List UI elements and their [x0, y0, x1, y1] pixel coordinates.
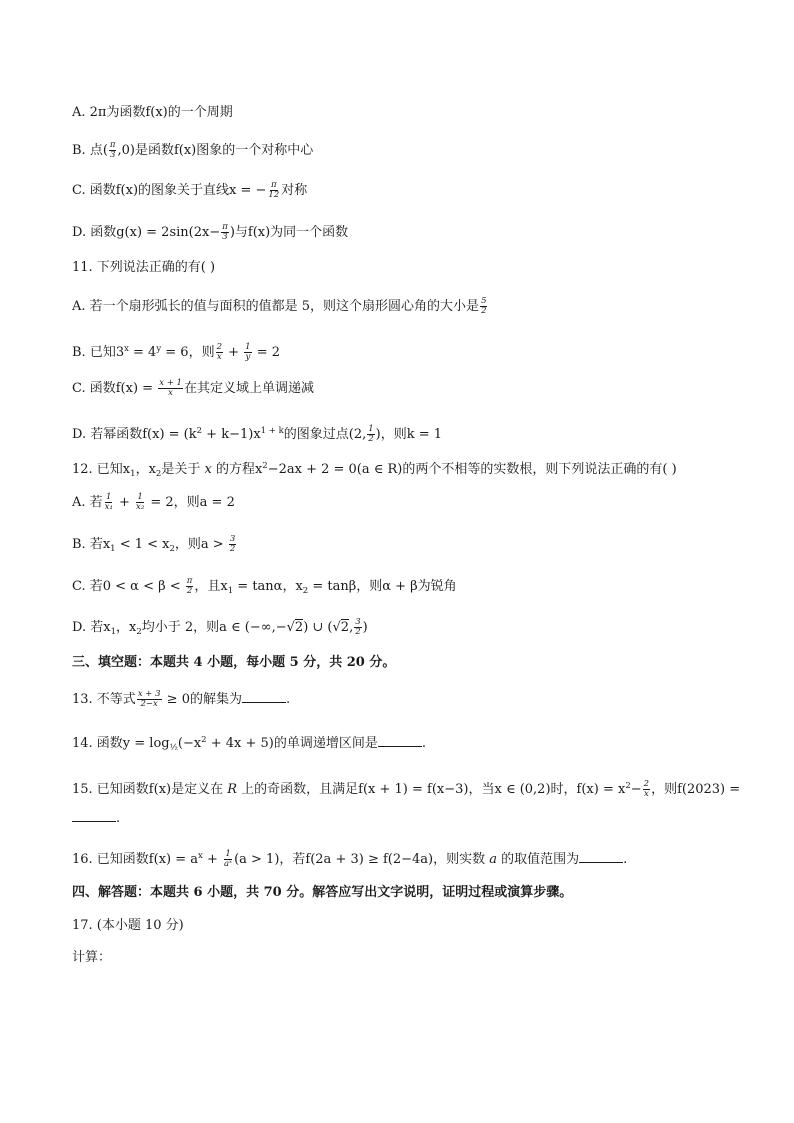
q10-d-pre: D. 函数g(x) = 2sin(2x−: [72, 225, 221, 240]
q16-answer-blank[interactable]: [579, 850, 623, 863]
q12-a-post: = 2，则a = 2: [146, 495, 235, 510]
q14-end: .: [421, 736, 426, 751]
q11-c-den: x: [168, 388, 173, 398]
q12-d-rad2: 2: [340, 620, 350, 635]
q11-d-fraction: [367, 425, 374, 444]
q12-option-c: [72, 577, 457, 601]
q12-c-fraction: [186, 577, 194, 596]
q12-c-post: = tanβ，则α + β为锐角: [308, 579, 457, 594]
q11-option-c: [72, 379, 314, 399]
q15-answer-blank[interactable]: [72, 809, 116, 822]
q11-b-pre: B. 已知3: [72, 345, 125, 360]
q12-stem-x: x: [204, 462, 212, 477]
q13-num: x + 3: [137, 689, 161, 699]
q16-fraction: [223, 850, 233, 869]
q11-b-plus: +: [224, 345, 244, 360]
q15-den: x: [643, 789, 649, 799]
q11-d-mid2: 的图象过点(2,: [283, 427, 367, 442]
q11-b-den1: x: [216, 352, 222, 362]
q10-b-num: π: [109, 140, 116, 150]
q11-d-sup2: 1 + k: [260, 426, 284, 436]
q12-a-den1: x₁: [104, 502, 113, 512]
q16-num: 1: [225, 849, 231, 859]
q12-c-pre: C. 若0 < α < β <: [72, 579, 185, 594]
q12-c-s2: 2: [302, 586, 309, 596]
q12-b-s2: 2: [169, 544, 175, 554]
q12-stem-b: 是关于: [161, 462, 205, 477]
q12-b-num: 3: [229, 534, 236, 544]
q11-option-b: [72, 339, 280, 363]
q16-end: .: [623, 852, 628, 867]
q14-answer-blank[interactable]: [378, 734, 422, 747]
q11-b-post: = 2: [252, 345, 281, 360]
q16-plus: +: [202, 852, 222, 867]
q13-pre: 13. 不等式: [72, 692, 136, 707]
q12-a-num1: 1: [106, 492, 112, 502]
q12-stem-d: −2ax + 2 = 0(a ∈ R)的两个不相等的实数根，则下列说法正确的有( ): [267, 462, 677, 477]
section-4-text: 四、解答题：本题共 6 小题，共 70 分。解答应写出文字说明，证明过程或演算步骤。: [72, 885, 573, 900]
q14-post2: + 4x + 5)的单调递增区间是: [206, 736, 378, 751]
q12-d-fraction: [354, 618, 361, 637]
q11-c-pre: C. 函数f(x) =: [72, 381, 158, 396]
q11-b-mid2: = 6，则: [161, 345, 215, 360]
q12-d-den: 2: [355, 627, 361, 637]
q11-b-num1: 2: [216, 342, 222, 352]
q12-c-num: π: [186, 576, 193, 586]
q10-b-den: 3: [109, 150, 116, 160]
q12-d-s2: 2: [136, 627, 142, 637]
q11-b-sup1: x: [124, 344, 129, 354]
q11-d-post: )，则k = 1: [375, 427, 443, 442]
q10-c-fraction: [267, 181, 280, 200]
q12-d-mid: ，x: [115, 620, 137, 635]
q17-title-text: 17. (本小题 10 分): [72, 918, 184, 933]
q12-a-fraction1: [104, 493, 114, 512]
q16-post: (a > 1)，若f(2a + 3) ≥ f(2−4a)，则实数: [234, 852, 490, 867]
q10-b-fraction: [109, 141, 117, 160]
q11-b-den2: y: [245, 352, 251, 362]
q13: [72, 690, 290, 710]
q10-d-post: )与f(x)为同一个函数: [229, 225, 349, 240]
q14-sup: 2: [201, 735, 207, 745]
q11-d-sup1: 2: [196, 426, 203, 436]
q12-c-mid2: = tanα，x: [233, 579, 303, 594]
q12-b-pre: B. 若x: [72, 537, 111, 552]
q13-end: .: [285, 692, 291, 707]
q13-answer-blank[interactable]: [242, 690, 286, 703]
q12-d-pre: D. 若x: [72, 620, 111, 635]
q12-a-den2: x₂: [136, 502, 145, 512]
q14-base: ½: [169, 743, 178, 753]
q17-calc-text: 计算：: [72, 950, 112, 965]
q12-b-s1: 1: [110, 544, 116, 554]
q12-c-mid: ，且x: [194, 579, 228, 594]
q10-d-den: 3: [222, 232, 228, 242]
q10-b-pre: B. 点(: [72, 143, 108, 158]
q12-stem-c: 的方程x: [211, 462, 263, 477]
q12-d-post: ): [362, 620, 368, 635]
q15-end: .: [116, 811, 121, 826]
q11-a-num: 5: [481, 296, 487, 306]
q10-option-b: [72, 141, 313, 161]
q17-calc-label: [72, 948, 111, 968]
q16-den: aˣ: [223, 859, 233, 869]
q12-a-num2: 1: [137, 492, 143, 502]
q17-title: [72, 916, 184, 936]
q12-stem-pre: 12. 已知x: [72, 462, 131, 477]
q12-stem: [72, 456, 677, 484]
q10-c-den: 12: [268, 190, 280, 200]
q11-b-num2: 1: [245, 342, 251, 352]
q11-d-num: 1: [368, 424, 374, 434]
q10-c-pre: C. 函数f(x)的图象关于直线x = −: [72, 183, 267, 198]
q12-b-mid2: ，则a >: [174, 537, 228, 552]
q12-stem-a: ，x: [135, 462, 156, 477]
q12-stem-s1: 1: [130, 469, 136, 479]
q16-sup: x: [198, 851, 203, 861]
q12-d-mid2: 均小于 2，则a ∈ (−∞,−√: [141, 620, 295, 635]
q11-b-fraction2: [244, 343, 251, 362]
q12-c-s1: 1: [227, 586, 234, 596]
q11-a-fraction: [480, 297, 487, 316]
q16-pre: 16. 已知函数f(x) = a: [72, 852, 199, 867]
q11-stem-text: 11. 下列说法正确的有( ): [72, 260, 216, 275]
q10-option-c: [72, 181, 307, 201]
q16: [72, 846, 627, 870]
q11-c-post: 在其定义域上单调递减: [183, 381, 314, 396]
q15-post: ，则f(2023) =: [651, 782, 741, 797]
q15: [72, 776, 740, 800]
q11-b-sup2: y: [156, 344, 162, 354]
q11-b-mid: = 4: [128, 345, 157, 360]
q15-num: 2: [643, 779, 650, 789]
q15-minus: −: [630, 782, 642, 797]
q12-option-d: [72, 618, 368, 642]
q10-c-post: 对称: [281, 183, 308, 198]
q11-option-a: [72, 297, 488, 317]
q13-fraction: [137, 690, 162, 709]
q15-answer-line: [72, 809, 120, 829]
q15-fraction: [643, 780, 650, 799]
q11-option-d: [72, 421, 442, 445]
q10-d-fraction: [221, 223, 229, 242]
q16-post2: 的取值范围为: [497, 852, 580, 867]
q11-a-pre: A. 若一个扇形弧长的值与面积的值都是 5，则这个扇形圆心角的大小是: [72, 299, 480, 314]
q12-c-den: 2: [186, 586, 193, 596]
section-4-heading: [72, 883, 572, 903]
q12-d-mid3: ) ∪ (√: [303, 620, 341, 635]
section-3-heading: [72, 653, 395, 673]
q12-d-num: 3: [355, 617, 361, 627]
q14: [72, 730, 426, 758]
q10-c-num: π: [271, 180, 277, 190]
q12-d-rad1: 2: [294, 620, 304, 635]
q12-a-fraction2: [135, 493, 145, 512]
q15-r: R: [227, 782, 238, 797]
q12-d-mid4: ,: [349, 620, 354, 635]
q11-d-pre: D. 若幂函数f(x) = (k: [72, 427, 197, 442]
q10-b-post: ,0)是函数f(x)图象的一个对称中心: [117, 143, 314, 158]
q12-a-plus: +: [114, 495, 135, 510]
section-3-text: 三、填空题：本题共 4 小题，每小题 5 分，共 20 分。: [72, 655, 396, 670]
q11-d-mid: + k−1)x: [202, 427, 261, 442]
q14-post: (−x: [177, 736, 202, 751]
q12-b-mid: < 1 < x: [115, 537, 170, 552]
q11-a-den: 2: [481, 306, 487, 316]
q12-b-den: 2: [229, 544, 236, 554]
q10-d-num: π: [222, 222, 228, 232]
q11-d-den: 2: [368, 434, 374, 444]
q11-stem: [72, 258, 215, 278]
q15-mid: 上的奇函数，且满足f(x + 1) = f(x−3)，当x ∈ (0,2)时，f(x) = x: [237, 782, 626, 797]
q11-c-fraction: [158, 379, 183, 398]
q12-option-b: [72, 535, 237, 559]
q11-b-fraction1: [216, 343, 223, 362]
q12-option-a: [72, 493, 235, 513]
q11-c-num: x + 1: [159, 378, 182, 388]
q10-option-d: [72, 223, 348, 243]
q12-b-fraction: [229, 535, 236, 554]
q14-pre: 14. 函数y = log: [72, 736, 170, 751]
q15-pre: 15. 已知函数f(x)是定义在: [72, 782, 228, 797]
q16-a: a: [489, 852, 498, 867]
q13-post: ≥ 0的解集为: [162, 692, 242, 707]
q10-option-a: [72, 103, 233, 123]
q12-stem-s2: 2: [155, 469, 162, 479]
q15-sup: 2: [625, 781, 631, 791]
q12-d-s1: 1: [110, 627, 116, 637]
q13-den: 2−x: [140, 699, 158, 709]
q10-option-a-text: A. 2π为函数f(x)的一个周期: [72, 105, 233, 120]
q12-stem-sup: 2: [262, 461, 268, 471]
q12-a-pre: A. 若: [72, 495, 103, 510]
